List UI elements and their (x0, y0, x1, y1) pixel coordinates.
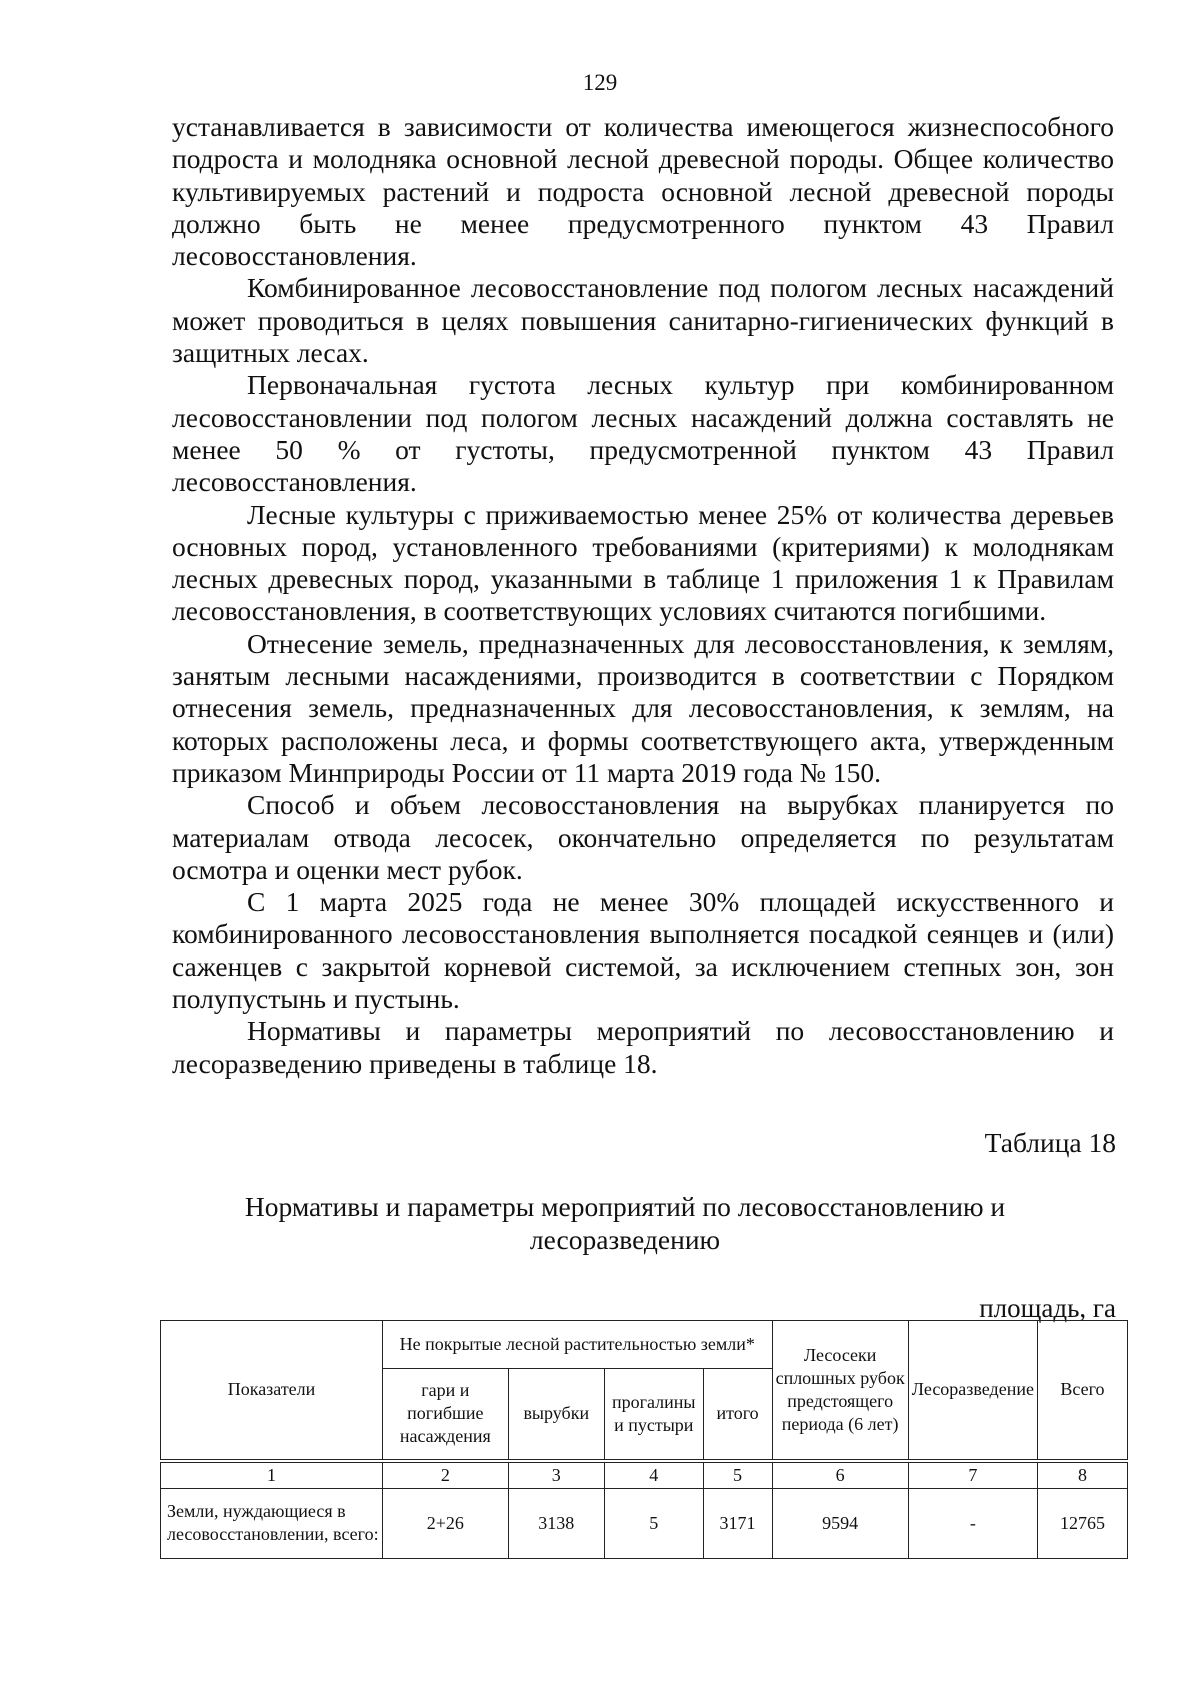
paragraph (172, 886, 1114, 1015)
text-line: занятым лесными насаждениями, производится в соответствии с Порядком (172, 660, 1114, 692)
text-line: Комбинированное лесовосстановление под пологом лесных насаждений (247, 272, 1114, 304)
text-line: приказом Минприроды России от 11 марта 2019 года № 150. (172, 756, 882, 788)
header-cutting-areas: Лесосеки сплошных рубок предстоящего периода (6 лет) (772, 1321, 908, 1461)
text-line: полупустынь и пустынь. (172, 983, 460, 1015)
text-line: лесоразведению приведены в таблице 18. (172, 1047, 658, 1079)
text-line: отнесения земель, предназначенных для лесовосстановления, к землям, на (172, 692, 1114, 724)
cell-grand-total: 12765 (1037, 1488, 1127, 1558)
text-line: устанавливается в зависимости от количества имеющегося жизнеспособного (172, 111, 1114, 142)
text-line: подроста и молодняка основной лесной древесной породы. Общее количество (172, 143, 1114, 175)
cell-clearings: 3138 (508, 1488, 604, 1558)
text-line: лесовосстановления. (172, 466, 417, 498)
header-burnt: гари и погибшие насаждения (383, 1369, 509, 1461)
header-clearings: вырубки (508, 1369, 604, 1461)
paragraph (172, 111, 1114, 272)
text-line: саженцев с закрытой корневой системой, за исключением степных зон, зон (172, 950, 1114, 982)
cell-burnt: 2+26 (383, 1488, 509, 1558)
text-line: Способ и объем лесовосстановления на вырубках планируется по (247, 789, 1114, 821)
text-line: защитных лесах. (172, 337, 369, 369)
header-total-nc: итого (703, 1369, 772, 1461)
cell-cutting-areas: 9594 (772, 1488, 908, 1558)
text-line: лесных древесных пород, указанными в таблице 1 приложения 1 к Правилам (172, 563, 1114, 595)
page-number: 129 (582, 70, 618, 95)
text-line: культивируемых растений и подроста основной лесной древесной породы (172, 175, 1114, 207)
text-line: должно быть не менее предусмотренного пунктом 43 Правил (172, 207, 1114, 239)
text-line: Первоначальная густота лесных культур при комбинированном (247, 369, 1114, 401)
table-title (200, 1190, 1050, 1256)
text-line: Нормативы и параметры мероприятий по лесовосстановлению и (247, 1015, 1114, 1047)
paragraph (172, 789, 1114, 886)
header-indicators: Показатели (161, 1321, 383, 1461)
text-line: лесовосстановлении под пологом лесных насаждений должна составлять не (172, 401, 1114, 433)
column-number: 7 (908, 1461, 1037, 1489)
column-number: 4 (604, 1461, 703, 1489)
paragraph (172, 1015, 1114, 1080)
cell-gaps: 5 (604, 1488, 703, 1558)
norms-table (160, 1320, 1128, 1559)
column-number: 6 (772, 1461, 908, 1489)
text-line: которых расположены леса, и формы соответствующего акта, утвержденным (172, 724, 1114, 756)
column-number: 1 (161, 1461, 383, 1489)
text-line: менее 50 % от густоты, предусмотренной пунктом 43 Правил (172, 433, 1114, 465)
column-number: 2 (383, 1461, 509, 1489)
unit-label: площадь, га (979, 1293, 1116, 1323)
paragraph (172, 369, 1114, 498)
header-gaps: прогалины и пустыри (604, 1369, 703, 1461)
paragraph (172, 628, 1114, 789)
text-line: Лесные культуры с приживаемостью менее 25% от количества деревьев (247, 498, 1114, 530)
header-grand-total: Всего (1037, 1321, 1127, 1461)
text-line: лесовосстановления, в соответствующих условиях считаются погибшими. (172, 595, 1047, 627)
column-number: 3 (508, 1461, 604, 1489)
text-line: основных пород, установленного требованиями (критериями) к молоднякам (172, 530, 1114, 562)
text-line: Отнесение земель, предназначенных для лесовосстановления, к землям, (247, 627, 1114, 659)
header-not-covered: Не покрытые лесной растительностью земли* (383, 1321, 772, 1369)
column-number: 5 (703, 1461, 772, 1489)
text-line: лесовосстановления. (172, 240, 417, 272)
text-line: комбинированного лесовосстановления выполняется посадкой сеянцев и (или) (172, 918, 1114, 950)
table-title-line: лесоразведению (529, 1224, 721, 1255)
table-title-line: Нормативы и параметры мероприятий по лесовосстановлению и (244, 1191, 1006, 1222)
cell-total-nc: 3171 (703, 1488, 772, 1558)
row-indicator: Земли, нуждающиеся в лесовосстановлении, всего: (161, 1488, 383, 1558)
paragraph (172, 272, 1114, 369)
header-afforestation: Лесоразведение (908, 1321, 1037, 1461)
text-line: материалам отвода лесосек, окончательно определяется по результатам (172, 821, 1114, 853)
table-row (161, 1488, 1128, 1558)
paragraph (172, 499, 1114, 628)
text-line: С 1 марта 2025 года не менее 30% площадей искусственного и (247, 886, 1114, 918)
text-line: осмотра и оценки мест рубок. (172, 853, 523, 885)
table-caption: Таблица 18 (984, 1127, 1116, 1158)
column-number: 8 (1037, 1461, 1127, 1489)
text-line: может проводиться в целях повышения санитарно-гигиенических функций в (172, 304, 1114, 336)
cell-afforestation: - (908, 1488, 1037, 1558)
body-text (172, 111, 1114, 1080)
